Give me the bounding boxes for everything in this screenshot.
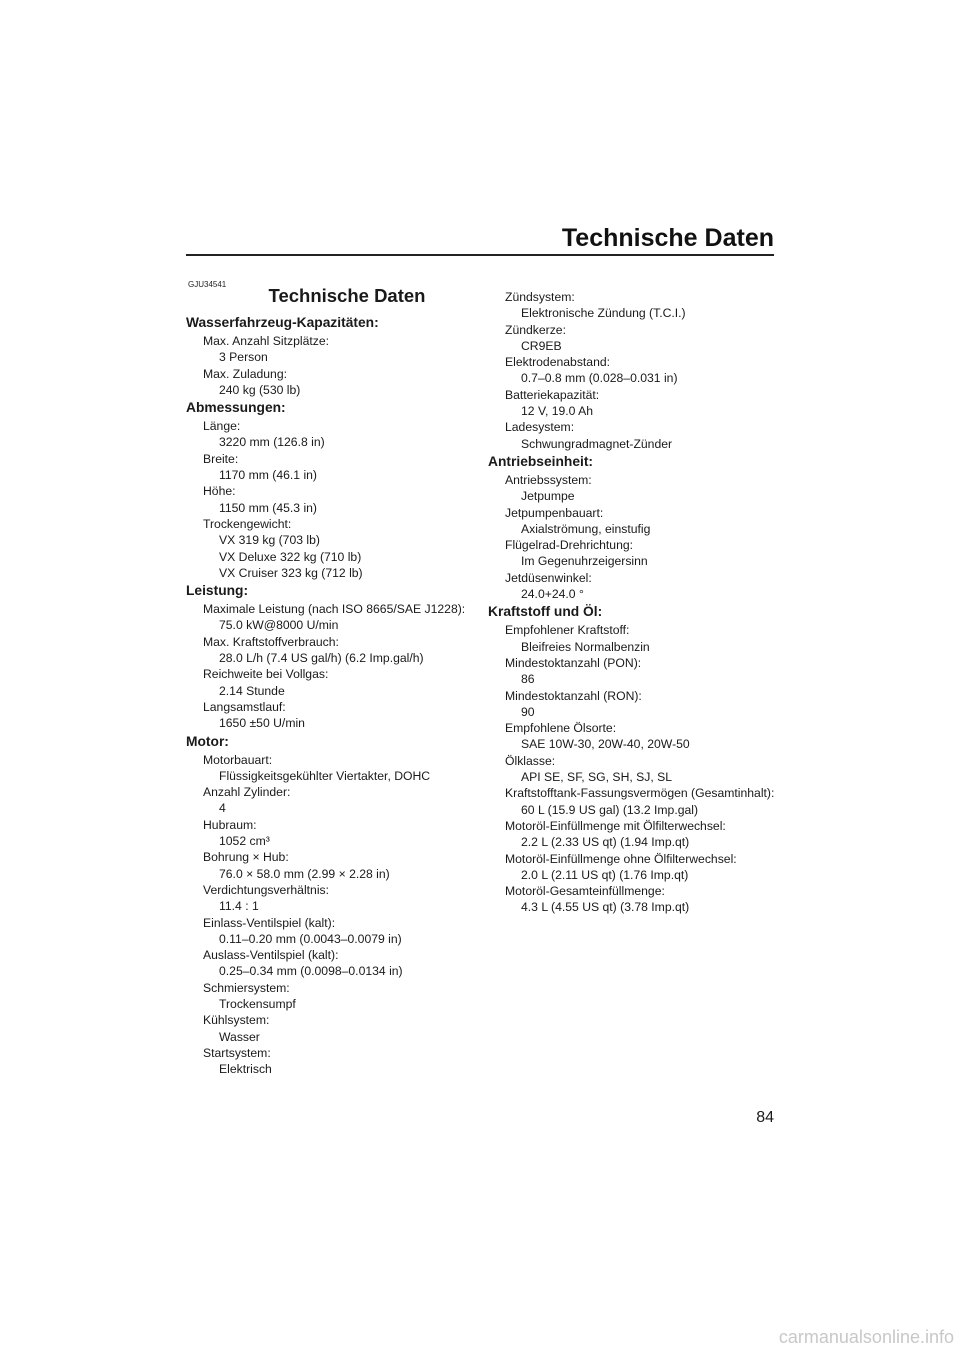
document-code: GJU34541 [188, 280, 227, 289]
right-column [488, 289, 778, 916]
spec-label: Motoröl-Gesamteinfüllmenge: [505, 884, 665, 899]
spec-section [186, 733, 486, 1078]
spec-label: Max. Anzahl Sitzplätze: [203, 334, 329, 348]
spec-value: 240 kg (530 lb) [219, 382, 301, 397]
spec-section [186, 314, 486, 398]
spec-label: Anzahl Zylinder: [203, 785, 291, 800]
spec-label: Motoröl-Einfüllmenge mit Ölfilterwechsel: [505, 818, 726, 833]
spec-value: 24.0+24.0 ° [521, 587, 584, 602]
spec-value: 1650 ±50 U/min [219, 716, 305, 731]
spec-value: 60 L (15.9 US gal) (13.2 Imp.gal) [521, 802, 699, 817]
spec-label: Langsamstlauf: [203, 699, 286, 714]
spec-label: Trockengewicht: [203, 516, 292, 531]
spec-label: Länge: [203, 419, 241, 434]
spec-label: Kühlsystem: [203, 1013, 270, 1028]
spec-label: Ölklasse: [505, 753, 556, 768]
spec-label: Flügelrad-Drehrichtung: [505, 538, 634, 553]
spec-label: Antriebssystem: [505, 472, 592, 487]
spec-value: VX Deluxe 322 kg (710 lb) [219, 549, 362, 564]
section-main-title: Technische Daten [268, 285, 426, 306]
spec-value: 0.25–0.34 mm (0.0098–0.0134 in) [219, 964, 403, 979]
spec-value: 4.3 L (4.55 US qt) (3.78 Imp.qt) [521, 900, 690, 915]
spec-label: Maximale Leistung (nach ISO 8665/SAE J1228): [203, 602, 466, 617]
spec-value: 2.14 Stunde [219, 683, 285, 698]
spec-section [186, 582, 486, 731]
left-sections [186, 314, 486, 1077]
spec-value: 2.0 L (2.11 US qt) (1.76 Imp.qt) [521, 867, 689, 882]
spec-label: Elektrodenabstand: [505, 355, 611, 370]
right-intro-items [488, 289, 778, 452]
spec-value: 12 V, 19.0 Ah [521, 404, 594, 419]
section-heading: Motor: [186, 733, 229, 749]
spec-value: Bleifreies Normalbenzin [521, 639, 650, 654]
spec-value: API SE, SF, SG, SH, SJ, SL [521, 770, 673, 785]
spec-value: VX Cruiser 323 kg (712 lb) [219, 565, 363, 580]
spec-value: 86 [521, 672, 535, 687]
spec-value: 90 [521, 704, 535, 719]
header-divider [186, 254, 774, 256]
spec-label: Hubraum: [203, 817, 257, 832]
spec-value: VX 319 kg (703 lb) [219, 533, 320, 548]
spec-label: Breite: [203, 451, 239, 466]
watermark-text: carmanualsonline.info [778, 1327, 954, 1347]
spec-label: Empfohlener Kraftstoff: [505, 623, 630, 638]
spec-label: Reichweite bei Vollgas: [203, 667, 329, 682]
spec-value: 1052 cm³ [219, 834, 270, 849]
spec-value: 4 [219, 801, 226, 816]
spec-label: Startsystem: [203, 1045, 271, 1060]
spec-value: 11.4 : 1 [219, 899, 259, 914]
page-number: 84 [756, 1109, 774, 1126]
spec-label: Max. Kraftstoffverbrauch: [203, 634, 339, 649]
spec-label: Schmiersystem: [203, 980, 290, 995]
spec-value: Trockensumpf [219, 996, 296, 1011]
spec-value: Elektrisch [219, 1062, 272, 1077]
spec-label: Ladesystem: [505, 420, 575, 435]
spec-value: Im Gegenuhrzeigersinn [521, 554, 648, 569]
spec-value: Axialströmung, einstufig [521, 521, 651, 536]
spec-value: 3 Person [219, 350, 268, 365]
section-heading: Abmessungen: [186, 400, 286, 416]
spec-label: Zündkerze: [505, 322, 566, 337]
spec-label: Einlass-Ventilspiel (kalt): [203, 915, 336, 930]
spec-label: Bohrung × Hub: [203, 850, 289, 865]
spec-section [186, 399, 486, 581]
spec-label: Batteriekapazität: [505, 387, 600, 402]
right-sections [488, 453, 778, 916]
spec-section [488, 603, 778, 915]
spec-value: 1170 mm (46.1 in) [219, 468, 317, 483]
spec-value: 3220 mm (126.8 in) [219, 435, 325, 450]
section-heading: Leistung: [186, 583, 249, 599]
section-heading: Kraftstoff und Öl: [488, 604, 603, 620]
spec-label: Max. Zuladung: [203, 366, 288, 381]
spec-label: Jetdüsenwinkel: [505, 570, 592, 585]
section-heading: Wasserfahrzeug-Kapazitäten: [186, 315, 379, 330]
spec-value: Elektronische Zündung (T.C.I.) [521, 306, 686, 321]
spec-label: Verdichtungsverhältnis: [203, 882, 330, 897]
spec-label: Mindestoktanzahl (PON): [505, 655, 642, 670]
spec-section [488, 453, 778, 602]
spec-value: 0.11–0.20 mm (0.0043–0.0079 in) [219, 931, 402, 946]
spec-label: Auslass-Ventilspiel (kalt): [203, 948, 339, 963]
spec-value: 0.7–0.8 mm (0.028–0.031 in) [521, 371, 678, 386]
spec-value: Schwungradmagnet-Zünder [521, 436, 673, 451]
spec-value: Flüssigkeitsgekühlter Viertakter, DOHC [219, 768, 431, 783]
spec-label: Motorbauart: [203, 752, 273, 767]
spec-value: Wasser [219, 1029, 260, 1044]
spec-label: Kraftstofftank-Fassungsvermögen (Gesamtinhalt): [505, 786, 775, 801]
spec-value: CR9EB [521, 338, 562, 353]
spec-value: 28.0 L/h (7.4 US gal/h) (6.2 Imp.gal/h) [219, 651, 424, 666]
spec-label: Motoröl-Einfüllmenge ohne Ölfilterwechsel: [505, 851, 737, 866]
spec-value: 2.2 L (2.33 US qt) (1.94 Imp.qt) [521, 835, 690, 850]
left-column [186, 280, 486, 1077]
spec-value: 1150 mm (45.3 in) [219, 500, 317, 515]
spec-label: Jetpumpenbauart: [505, 505, 604, 520]
spec-label: Zündsystem: [505, 290, 575, 304]
spec-label: Mindestoktanzahl (RON): [505, 688, 642, 703]
spec-value: 75.0 kW@8000 U/min [219, 618, 339, 633]
spec-value: 76.0 × 58.0 mm (2.99 × 2.28 in) [219, 866, 390, 881]
page-header-title: Technische Daten [561, 224, 774, 252]
spec-label: Empfohlene Ölsorte: [505, 721, 617, 736]
spec-value: SAE 10W-30, 20W-40, 20W-50 [521, 737, 690, 752]
section-heading: Antriebseinheit: [488, 453, 594, 469]
spec-value: Jetpumpe [521, 489, 575, 504]
spec-label: Höhe: [203, 484, 236, 499]
